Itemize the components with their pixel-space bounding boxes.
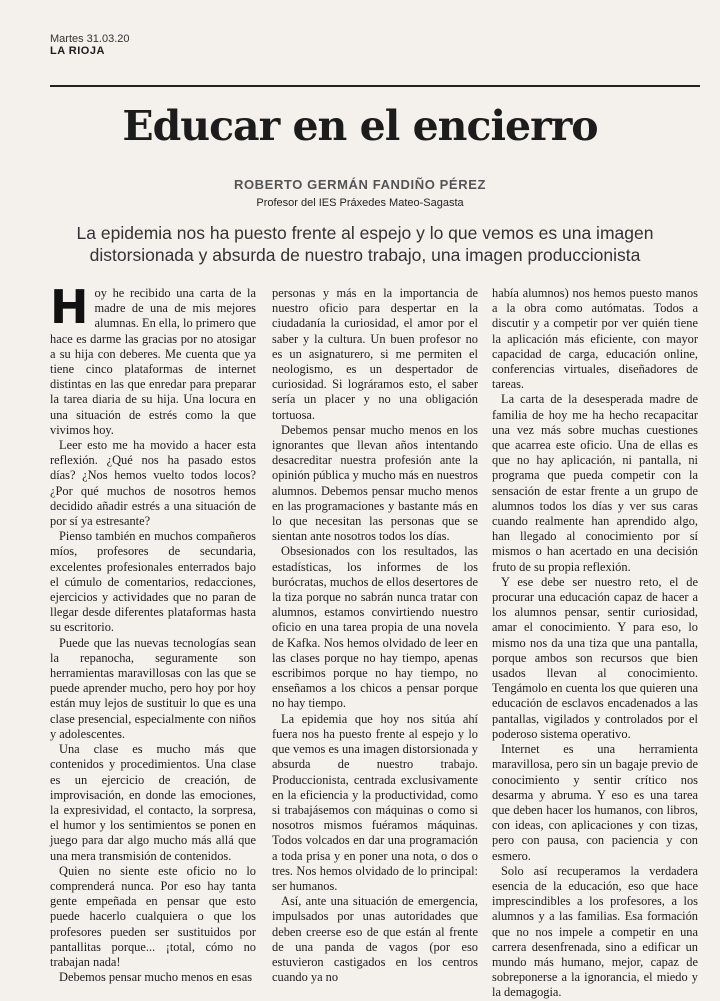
- paragraph: Y ese debe ser nuestro reto, el de procurar una educación capaz de hacer a los alumnos pensar, sentir curiosidad, amar el conocimiento. Y para eso, lo mismo nos da una tiza que una pantalla, porque ambos son recursos que bien usados llevan al conocimiento. Tengámolo en cuenta los que quieren una educación de esclavos encadenados a las pantallas, vigilados y controlados por el poderoso sistema operativo.: [492, 574, 698, 741]
- paragraph: Quien no siente este oficio no lo comprenderá nunca. Por eso hay tanta gente empeñada en pensar que esto puede hacerlo cualquiera o que los profesores pueden ser sustituidos por pantallitas porque... ¡total, cómo no trabajan nada!: [50, 863, 256, 969]
- article-column-1: [50, 280, 256, 985]
- drop-cap: H: [50, 280, 89, 334]
- paragraph: Solo así recuperamos la verdadera esencia de la educación, eso que hace imprescindibles a los profesores, a los alumnos y a las familias. Esa formación que no nos impele a competir en una carrera desenfrenada, sino a edificar un mundo más humano, mejor, capaz de sobreponerse a la ignorancia, el miedo y la demagogia.: [492, 863, 698, 1000]
- article-column-3: [492, 286, 698, 1000]
- headline: Educar en el encierro: [122, 102, 598, 150]
- paragraph: Internet es una herramienta maravillosa, pero sin un bagaje previo de conocimiento y sentir crítico nos desarma y abruma. Y eso es una tarea que deben hacer los humanos, con libros, con ideas, con aplicaciones y con tizas, pero con pausa, con paciencia y con esmero.: [492, 742, 698, 863]
- header-rule: [50, 85, 700, 87]
- paragraph: Obsesionados con los resultados, las estadísticas, los informes de los burócratas, muchos de ellos desertores de la tiza porque no sabrán nunca tratar con alumnos, estamos convirtiendo nuestro oficio en una tarea propia de una novela de Kafka. Nos hemos olvidado de leer en las clases porque no hay tiempo, apenas escribimos porque no hay tiempo, no enseñamos a los chicos a pensar porque no hay tiempo.: [272, 544, 478, 711]
- paragraph: [50, 280, 256, 438]
- paragraph: había alumnos) nos hemos puesto manos a la obra como autómatas. Todos a discutir y a competir por ver quién tiene la aplicación más eficiente, con mayor capacidad de carga, educación online, conferencias virtuales, diseñadores de tareas.: [492, 286, 698, 392]
- paragraph: Así, ante una situación de emergencia, impulsados por unas autoridades que deben creerse eso de que están al frente de una panda de vagos (por eso estuvieron castigados en los centros cuando ya no: [272, 894, 478, 985]
- paragraph: La carta de la desesperada madre de familia de hoy me ha hecho recapacitar una vez más sobre muchas cuestiones que acarrea este oficio. Una de ellas es que no hay aplicación, ni pantalla, ni programa que pueda competir con la sensación de estar frente a un grupo de alumnos todos los días y ver sus caras cuando realmente han aprendido algo, han llegado al conocimiento por sí mismos o han acertado en una decisión fruto de su propia reflexión.: [492, 392, 698, 574]
- author-role: Profesor del IES Práxedes Mateo-Sagasta: [256, 197, 464, 209]
- issue-date: Martes 31.03.20: [50, 33, 130, 45]
- paragraph: La epidemia que hoy nos sitúa ahí fuera nos ha puesto frente al espejo y lo que vemos es una imagen distorsionada y absurda de nuestro trabajo. Produccionista, centrada exclusivamente en la eficiencia y la productividad, como si trabajásemos con máquinas o como si nosotros mismos fuéramos máquinas. Todos volcados en dar una programación a toda prisa y en poner una nota, o dos o tres. Nos hemos olvidado de lo principal: ser humanos.: [272, 711, 478, 893]
- paragraph: Debemos pensar mucho menos en los ignorantes que llevan años intentando desacreditar nuestra profesión ante la opinión pública y mucho más en nuestros alumnos. Debemos pensar mucho menos en las programaciones y bastante más en lo que necesitan las personas que se sientan ante nosotros todos los días.: [272, 422, 478, 544]
- paragraph-text: oy he recibido una carta de la madre de una de mis mejores alumnas. En ella, lo primero que hace es darme las gracias por no atosigar a su hija con deberes. Me cuenta que ya tiene cinco plataformas de internet distintas en las que enredar para preparar la tarea diaria de su hija. Una locura en una situación de estrés como la que vivimos hoy.: [50, 286, 256, 437]
- author-name: ROBERTO GERMÁN FANDIÑO PÉREZ: [233, 177, 487, 192]
- paragraph: Pienso también en muchos compañeros míos, profesores de secundaria, excelentes profesionales enterrados bajo el cúmulo de comentarios, redacciones, ejercicios y actividades que no paran de llegar desde diferentes plataformas hasta su escritorio.: [50, 529, 256, 635]
- paragraph: Puede que las nuevas tecnologías sean la repanocha, seguramente son herramientas maravillosas con las que se puede aprender mucho, pero hoy por hoy están muy lejos de sustituir lo que es una clase presencial, especialmente con niños y adolescentes.: [50, 635, 256, 741]
- section-name: LA RIOJA: [50, 45, 105, 57]
- paragraph: Una clase es mucho más que contenidos y procedimientos. Una clase es un ejercicio de creación, de improvisación, en donde las emociones, la expresividad, el contacto, la sorpresa, el humor y los sentimientos se ponen en juego para dar algo mucho más allá que una mera transmisión de contenidos.: [50, 742, 256, 863]
- paragraph: Leer esto me ha movido a hacer esta reflexión. ¿Qué nos ha pasado estos días? ¿Nos hemos vuelto todos locos? ¿Por qué muchos de nosotros hemos decidido añadir estrés a una situación de por sí ya estresante?: [50, 438, 256, 529]
- paragraph: personas y más en la importancia de nuestro oficio para despertar en la ciudadanía la curiosidad, el amor por el saber y la cultura. Un buen profesor no es un asignaturero, si me permiten el neologismo, es un despertador de curiosidad. Si lográramos esto, el saber sería un placer y no una obligación tortuosa.: [272, 286, 478, 422]
- standfirst: La epidemia nos ha puesto frente al espejo y lo que vemos es una imagen distorsionada y absurda de nuestro trabajo, una imagen produccionista: [76, 223, 654, 265]
- page-header: [50, 33, 350, 58]
- article-column-2: [272, 286, 478, 985]
- paragraph: Debemos pensar mucho menos en esas: [59, 970, 253, 985]
